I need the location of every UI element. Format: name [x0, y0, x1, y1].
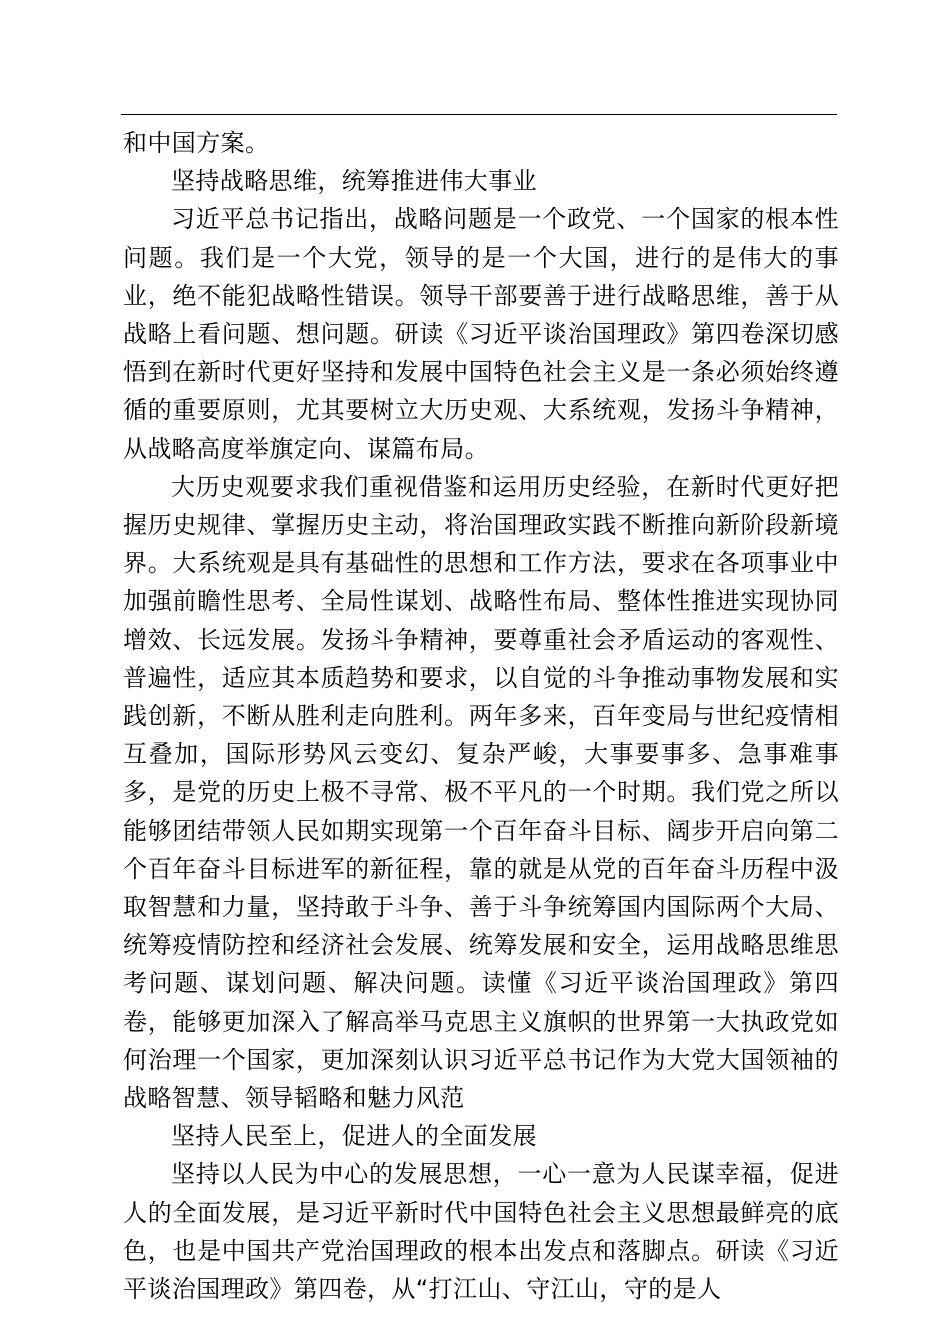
paragraph: 大历史观要求我们重视借鉴和运用历史经验，在新时代更好把握历史规律、掌握历史主动，将治国理政实践不断推向新阶段新境界。大系统观是具有基础性的思想和工作方法，要求在各项事业中加强前瞻性思考、全局性谋划、战略性布局、整体性推进实现协同增效、长远发展。发扬斗争精神，要尊重社会矛盾运动的客观性、普遍性，适应其本质趋势和要求，以自觉的斗争推动事物发展和实践创新，不断从胜利走向胜利。两年多来，百年变局与世纪疫情相互叠加，国际形势风云变幻、复杂严峻，大事要事多、急事难事多，是党的历史上极不寻常、极不平凡的一个时期。我们党之所以能够团结带领人民如期实现第一个百年奋斗目标、阔步开启向第二个百年奋斗目标进军的新征程，靠的就是从党的百年奋斗历程中汲取智慧和力量，坚持敢于斗争、善于斗争统筹国内国际两个大局、统筹疫情防控和经济社会发展、统筹发展和安全，运用战略思维思考问题、谋划问题、解决问题。读懂《习近平谈治国理政》第四卷，能够更加深入了解高举马克思主义旗帜的世界第一大执政党如何治理一个国家，更加深刻认识习近平总书记作为大党大国领袖的战略智慧、领导韬略和魅力风范: [123, 472, 839, 1113]
header-rule: [121, 114, 837, 115]
paragraph: 坚持以人民为中心的发展思想，一心一意为人民谋幸福，促进人的全面发展，是习近平新时代中国特色社会主义思想最鲜亮的底色，也是中国共产党治国理政的根本出发点和落脚点。研读《习近平谈治国理政》第四卷，从“打江山、守江山，守的是人: [123, 1160, 839, 1304]
section-heading-people-first: 坚持人民至上，促进人的全面发展: [171, 1122, 537, 1151]
document-body: [123, 124, 839, 1308]
section-heading-strategic-thinking: 坚持战略思维，统筹推进伟大事业: [171, 167, 537, 196]
paragraph-continuation: 和中国方案。: [123, 129, 270, 157]
paragraph: 习近平总书记指出，战略问题是一个政党、一个国家的根本性问题。我们是一个大党，领导的是一个大国，进行的是伟大的事业，绝不能犯战略性错误。领导干部要善于进行战略思维，善于从战略上看问题、想问题。研读《习近平谈治国理政》第四卷深切感悟到在新时代更好坚持和发展中国特色社会主义是一条必须始终遵循的重要原则，尤其要树立大历史观、大系统观，发扬斗争精神，从战略高度举旗定向、谋篇布局。: [123, 205, 839, 463]
